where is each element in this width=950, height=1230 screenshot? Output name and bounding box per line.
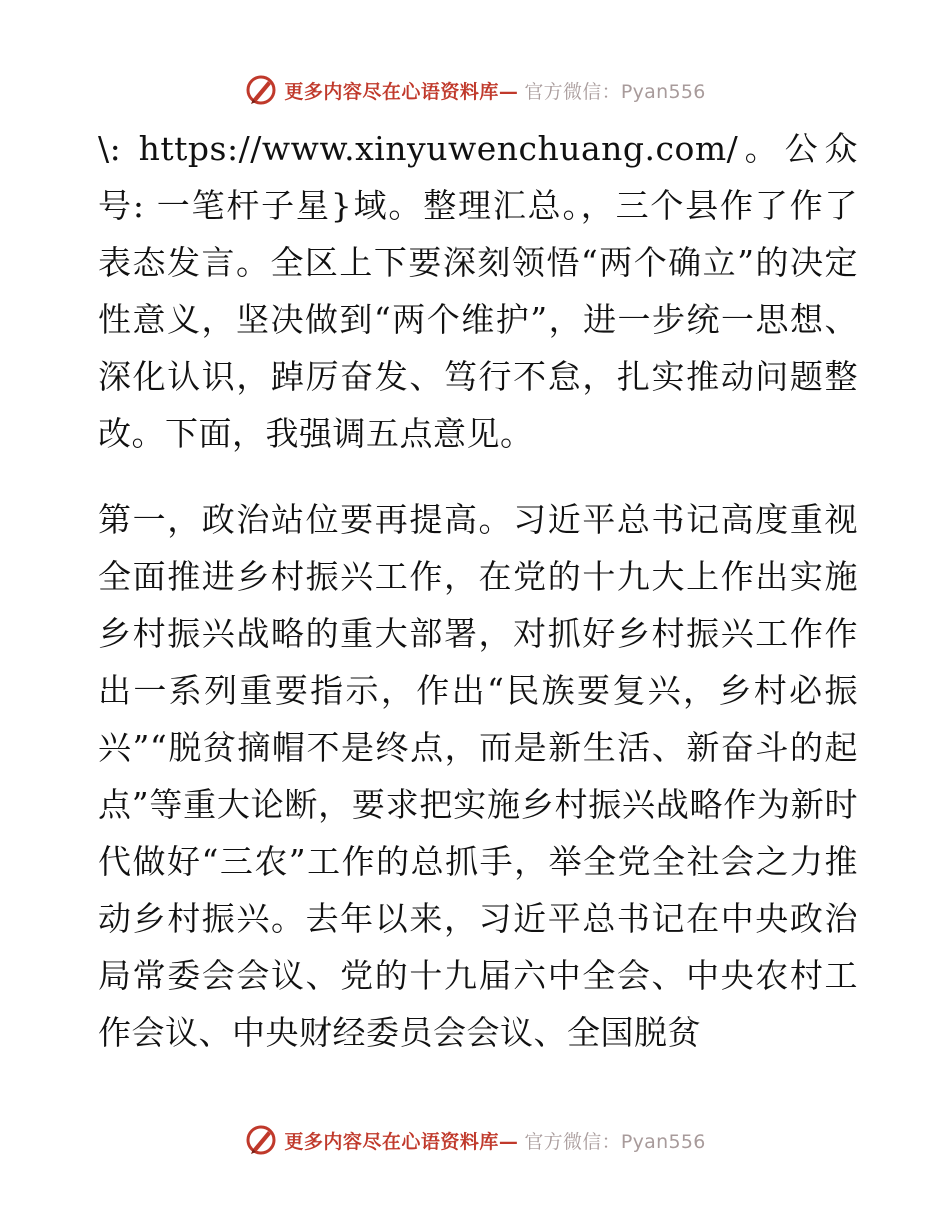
footer-banner	[0, 1120, 950, 1160]
pen-logo-icon	[244, 1123, 278, 1157]
banner-promo-text: 更多内容尽在心语资料库—	[284, 1130, 519, 1153]
banner-promo-text: 更多内容尽在心语资料库—	[284, 80, 519, 103]
banner-wechat-text: 官方微信：Pyan556	[524, 80, 706, 103]
header-banner	[0, 70, 950, 110]
banner-wechat-text: 官方微信：Pyan556	[524, 1130, 706, 1153]
pen-logo-icon	[244, 73, 278, 107]
body-paragraph: \: https://www.xinyuwenchuang.com/。公众号: 一笔杆子星}域。整理汇总。，三个县作了作了表态发言。全区上下要深刻领悟“两个确立”的决定性意义，坚决做到“两个维护”，进一步统一思想、深化认识，踔厉奋发、笃行不怠，扎实推动问题整改。下面，我强调五点意见。	[98, 129, 858, 453]
document-body	[98, 120, 858, 1061]
body-paragraph: 第一，政治站位要再提高。习近平总书记高度重视全面推进乡村振兴工作，在党的十九大上作出实施乡村振兴战略的重大部署，对抓好乡村振兴工作作出一系列重要指示，作出“民族要复兴，乡村必振兴”“脱贫摘帽不是终点，而是新生活、新奋斗的起点”等重大论断，要求把实施乡村振兴战略作为新时代做好“三农”工作的总抓手，举全党全社会之力推动乡村振兴。去年以来，习近平总书记在中央政治局常委会会议、党的十九届六中全会、中央农村工作会议、中央财经委员会会议、全国脱贫	[98, 500, 858, 1052]
